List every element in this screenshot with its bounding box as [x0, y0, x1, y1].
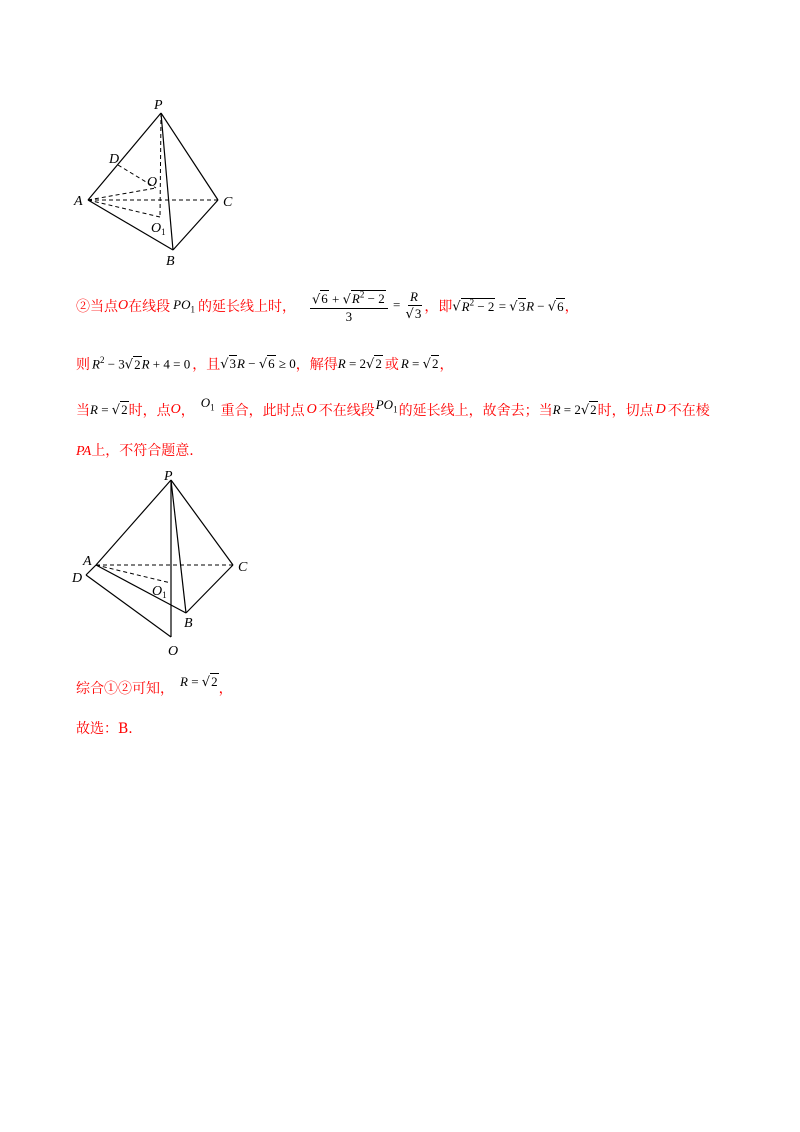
line2-huo: 或 — [384, 357, 399, 373]
line-solve — [76, 350, 453, 378]
line2-qie: ，且 — [192, 357, 221, 373]
case2-extension-text: 的延长线上时， — [197, 299, 296, 315]
label-C: C — [238, 560, 248, 575]
edge-PC — [161, 113, 218, 200]
label-D: D — [109, 152, 120, 167]
case2-prefix: ②当点 — [76, 299, 118, 315]
label-D: D — [72, 571, 83, 586]
edge-AB — [96, 565, 186, 613]
edge-BC — [173, 200, 218, 250]
solution-2: R = √2 — [400, 356, 439, 372]
line2-end: ， — [439, 357, 454, 373]
label-O1: $O_1$ — [152, 584, 167, 600]
fraction-left: $\frac{√6 + √R^2 - 2}{3}$ — [310, 287, 388, 325]
answer-text: 故选：B. — [76, 721, 133, 737]
label-A: A — [83, 554, 92, 569]
fraction-right: $\frac{R}{√3}$ — [405, 288, 422, 322]
line3-chonghe: 重合，此时点 — [220, 403, 305, 419]
case2-line — [76, 284, 579, 328]
label-B: B — [184, 616, 193, 631]
line-check — [76, 396, 710, 424]
segment-AO-dashed — [88, 188, 156, 200]
case2-in-segment: 在线段 — [128, 299, 171, 315]
label-O: O — [147, 175, 158, 190]
line-conclude-case — [76, 440, 194, 460]
line2-jiede: ，解得 — [295, 357, 338, 373]
segment-PO1-dashed — [160, 113, 161, 217]
line3-O1: $O_1$ — [200, 395, 215, 413]
line3-R-value-2: R = 2√2 — [552, 402, 597, 418]
tetrahedron-figure-2 — [68, 465, 268, 660]
case2-segment-PO1: $PO_1$ — [173, 297, 195, 315]
inequality: √3R − √6 ≥ 0 — [220, 356, 296, 372]
line3-O: O — [170, 402, 181, 417]
line3-buzai: 不在棱 — [667, 403, 710, 419]
line3-shi-qie: 时，切点 — [597, 403, 654, 419]
solution-1: R = 2√2 — [337, 356, 382, 372]
edge-PC — [171, 480, 233, 565]
edge-PB — [171, 480, 186, 613]
label-B: B — [166, 254, 175, 269]
line4-PA: PA — [76, 444, 92, 459]
line3-D: D — [655, 402, 666, 417]
line3-yanchang: 的延长线上，故舍去；当 — [398, 403, 553, 419]
label-O1: $O_1$ — [151, 221, 166, 237]
case2-equation: $\frac{√6 + √R^2 - 2}{3}$ = $\frac{R}{√3}$ — [308, 287, 424, 325]
label-A: A — [74, 194, 83, 209]
line3-bu: 不在线段 — [318, 403, 375, 419]
label-P: P — [154, 98, 163, 113]
conclusion-end: ， — [218, 681, 233, 697]
quadratic-equation: $R^2 - 3√2R + 4 = 0$ — [92, 355, 191, 373]
label-P: P — [164, 469, 173, 484]
line3-PO1: $PO_1$ — [375, 397, 398, 415]
line4-rest: 上，不符合题意. — [91, 443, 194, 459]
edge-PA — [96, 480, 171, 565]
segment-AO1-dashed — [96, 565, 171, 583]
line3-R-value: R = √2 — [90, 402, 128, 418]
conclusion-value: R = √2 — [180, 674, 218, 690]
conclusion-line — [76, 674, 233, 702]
line3-O2: O — [306, 402, 317, 417]
answer-line — [76, 718, 133, 738]
line2-ze: 则 — [76, 357, 90, 373]
label-C: C — [223, 195, 233, 210]
line3-shi-dian: 时，点 — [128, 403, 171, 419]
case2-ji: ，即 — [424, 299, 453, 315]
tetrahedron-figure-1 — [68, 95, 248, 270]
conclusion-prefix: 综合①②可知， — [76, 681, 174, 697]
case2-point-O: O — [118, 298, 129, 313]
label-O: O — [168, 644, 179, 659]
case2-tail: ， — [564, 299, 579, 315]
line3-dang: 当 — [76, 403, 90, 419]
edge-BC — [186, 565, 233, 613]
case2-equation-2: $√R^2 - 2 = √3R - √6$ — [452, 297, 564, 315]
line3-comma: ， — [180, 403, 195, 419]
segment-AO1-dashed — [88, 200, 160, 217]
